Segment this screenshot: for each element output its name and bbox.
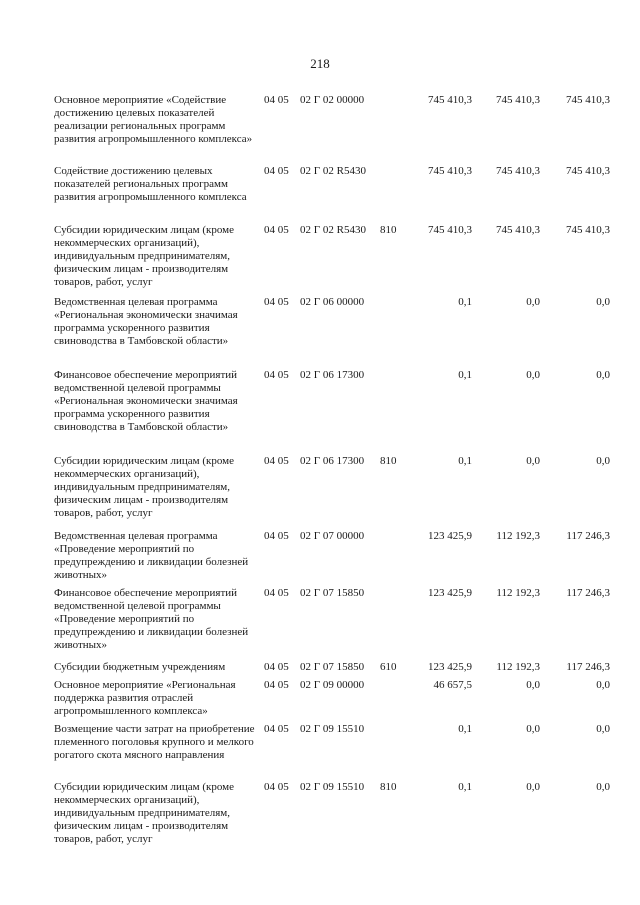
row-amount-year1: 745 410,3 bbox=[428, 224, 472, 236]
row-amount-year2: 745 410,3 bbox=[496, 224, 540, 236]
row-amount-year2: 112 192,3 bbox=[496, 530, 540, 542]
row-target-code: 02 Г 06 17300 bbox=[300, 455, 365, 467]
row-section-code: 04 05 bbox=[264, 94, 289, 106]
row-amount-year1: 745 410,3 bbox=[428, 94, 472, 106]
row-amount-year1: 0,1 bbox=[458, 781, 472, 793]
row-target-code: 02 Г 02 R5430 bbox=[300, 165, 366, 177]
row-description: Возмещение части затрат на приобретение племенного поголовья крупного и мелкого рогатого скота мясного направления bbox=[54, 723, 255, 761]
row-amount-year2: 0,0 bbox=[526, 455, 540, 467]
row-amount-year2: 0,0 bbox=[526, 781, 540, 793]
row-section-code: 04 05 bbox=[264, 165, 289, 177]
row-section-code: 04 05 bbox=[264, 224, 289, 236]
row-description: Ведомственная целевая программа «Проведение мероприятий по предупреждению и ликвидации болезней животных» bbox=[54, 530, 249, 581]
row-section-code: 04 05 bbox=[264, 296, 289, 308]
row-amount-year2: 0,0 bbox=[526, 296, 540, 308]
row-target-code: 02 Г 02 00000 bbox=[300, 94, 365, 106]
row-amount-year2: 0,0 bbox=[526, 723, 540, 735]
row-target-code: 02 Г 06 17300 bbox=[300, 369, 365, 381]
row-amount-year2: 112 192,3 bbox=[496, 587, 540, 599]
row-amount-year3: 0,0 bbox=[596, 781, 610, 793]
row-amount-year2: 745 410,3 bbox=[496, 165, 540, 177]
row-description: Основное мероприятие «Содействие достижению целевых показателей реализации региональных программ развития агропромышленного комплекса» bbox=[54, 94, 253, 145]
row-target-code: 02 Г 09 15510 bbox=[300, 723, 365, 735]
row-description: Основное мероприятие «Региональная поддержка развития отраслей агропромышленного комплекса» bbox=[54, 679, 236, 717]
row-amount-year1: 123 425,9 bbox=[428, 587, 472, 599]
row-description: Субсидии юридическим лицам (кроме некоммерческих организаций), индивидуальным предпринимателям, физическим лицам - производителям товаров, работ, услуг bbox=[54, 455, 235, 519]
row-amount-year3: 0,0 bbox=[596, 723, 610, 735]
row-amount-year3: 0,0 bbox=[596, 296, 610, 308]
row-amount-year1: 745 410,3 bbox=[428, 165, 472, 177]
row-section-code: 04 05 bbox=[264, 369, 289, 381]
row-amount-year1: 123 425,9 bbox=[428, 661, 472, 673]
row-description: Субсидии юридическим лицам (кроме некоммерческих организаций), индивидуальным предпринимателям, физическим лицам - производителям товаров, работ, услуг bbox=[54, 224, 235, 288]
row-target-code: 02 Г 06 00000 bbox=[300, 296, 365, 308]
row-expense-type: 810 bbox=[380, 455, 397, 467]
row-description: Финансовое обеспечение мероприятий ведомственной целевой программы «Проведение мероприятий по предупреждению и ликвидации болезней животных» bbox=[54, 587, 249, 651]
row-amount-year1: 0,1 bbox=[458, 455, 472, 467]
row-target-code: 02 Г 02 R5430 bbox=[300, 224, 366, 236]
row-amount-year3: 745 410,3 bbox=[566, 94, 610, 106]
row-section-code: 04 05 bbox=[264, 587, 289, 599]
row-section-code: 04 05 bbox=[264, 455, 289, 467]
row-expense-type: 810 bbox=[380, 224, 397, 236]
row-amount-year3: 0,0 bbox=[596, 679, 610, 691]
row-section-code: 04 05 bbox=[264, 723, 289, 735]
row-amount-year2: 0,0 bbox=[526, 679, 540, 691]
row-amount-year3: 0,0 bbox=[596, 455, 610, 467]
row-description: Субсидии юридическим лицам (кроме некоммерческих организаций), индивидуальным предпринимателям, физическим лицам - производителям товаров, работ, услуг bbox=[54, 781, 235, 845]
row-amount-year2: 112 192,3 bbox=[496, 661, 540, 673]
row-amount-year1: 123 425,9 bbox=[428, 530, 472, 542]
row-description: Ведомственная целевая программа «Региональная экономически значимая программа ускоренного развития свиноводства в Тамбовской области» bbox=[54, 296, 238, 347]
row-target-code: 02 Г 07 15850 bbox=[300, 587, 365, 599]
row-section-code: 04 05 bbox=[264, 530, 289, 542]
row-section-code: 04 05 bbox=[264, 679, 289, 691]
row-amount-year1: 0,1 bbox=[458, 369, 472, 381]
row-amount-year3: 0,0 bbox=[596, 369, 610, 381]
row-expense-type: 610 bbox=[380, 661, 397, 673]
row-amount-year3: 745 410,3 bbox=[566, 224, 610, 236]
row-amount-year3: 117 246,3 bbox=[566, 587, 610, 599]
row-amount-year3: 117 246,3 bbox=[566, 661, 610, 673]
row-description: Финансовое обеспечение мероприятий ведомственной целевой программы «Региональная экономически значимая программа ускоренного развития свиноводства в Тамбовской области» bbox=[54, 369, 238, 433]
row-amount-year3: 117 246,3 bbox=[566, 530, 610, 542]
row-amount-year1: 46 657,5 bbox=[433, 679, 472, 691]
row-amount-year1: 0,1 bbox=[458, 296, 472, 308]
row-amount-year2: 745 410,3 bbox=[496, 94, 540, 106]
row-target-code: 02 Г 07 15850 bbox=[300, 661, 365, 673]
row-section-code: 04 05 bbox=[264, 781, 289, 793]
row-amount-year3: 745 410,3 bbox=[566, 165, 610, 177]
page-number: 218 bbox=[310, 56, 330, 71]
row-description: Субсидии бюджетным учреждениям bbox=[54, 661, 226, 673]
row-expense-type: 810 bbox=[380, 781, 397, 793]
row-target-code: 02 Г 07 00000 bbox=[300, 530, 365, 542]
row-amount-year1: 0,1 bbox=[458, 723, 472, 735]
row-target-code: 02 Г 09 15510 bbox=[300, 781, 365, 793]
row-description: Содействие достижению целевых показателей региональных программ развития агропромышленного комплекса bbox=[54, 165, 247, 203]
row-section-code: 04 05 bbox=[264, 661, 289, 673]
row-target-code: 02 Г 09 00000 bbox=[300, 679, 365, 691]
row-amount-year2: 0,0 bbox=[526, 369, 540, 381]
